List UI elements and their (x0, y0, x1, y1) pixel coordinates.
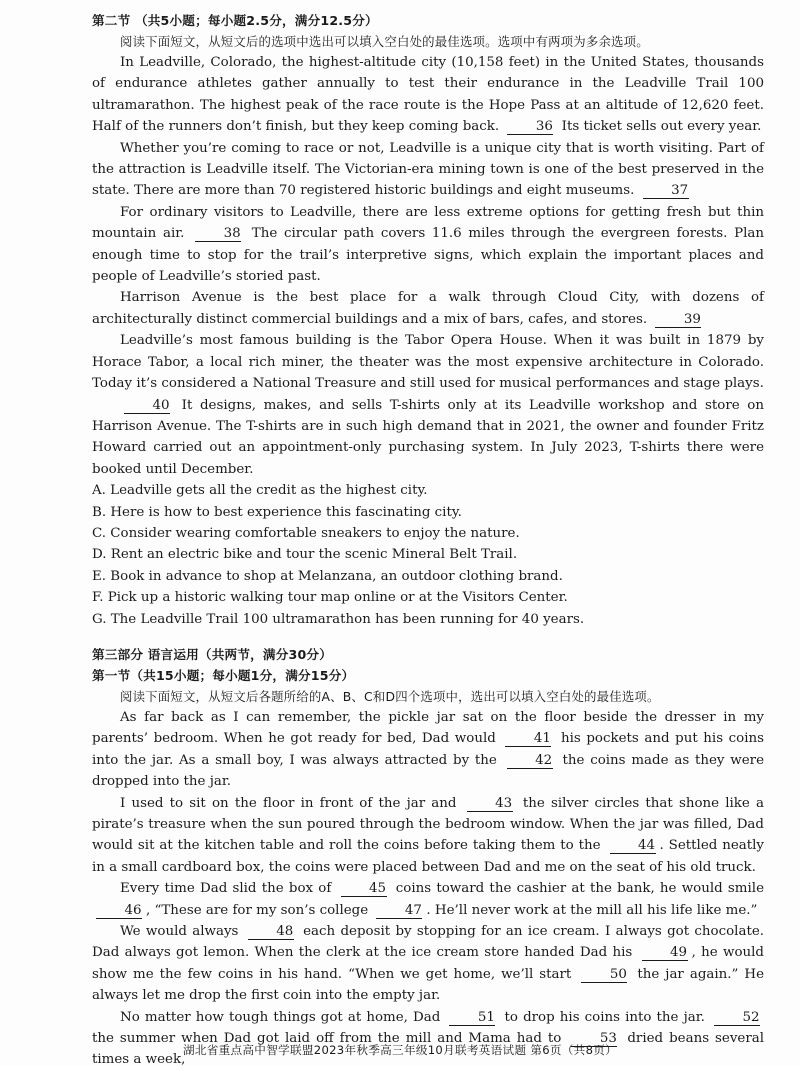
option-g: G. The Leadville Trail 100 ultramarathon has been running for 40 years. (92, 611, 585, 627)
blank-53: 53 (571, 1031, 617, 1047)
blank-46: 46 (96, 903, 142, 919)
blank-41: 41 (505, 731, 551, 747)
paragraph-text: the summer when Dad got laid off from the mill and Mama had to (92, 1031, 562, 1047)
blank-50: 50 (581, 967, 627, 983)
paragraph-text: In Leadville, Colorado, the highest-altitude city (10,158 feet) in the United States, thousands of endurance athletes gather annually to test their endurance in the Leadville Trail 100 ultramarathon. The highest peak of the race route is the Hope Pass at an altitude of 12,620 feet. Half of the runners don’t finish, but they keep coming back. (92, 55, 764, 135)
page-content (92, 10, 764, 1071)
paragraph-text: . He’ll never work at the mill all his life like me.” (426, 902, 758, 918)
passage-paragraph-3 (92, 202, 764, 288)
blank-52: 52 (714, 1010, 760, 1026)
section-heading: 第二节 （共5小题；每小题2.5分，满分12.5分） (92, 13, 378, 28)
paragraph-text: each deposit by stopping for an ice cream. I always got chocolate. Dad always got lemon. When the clerk at the ice cream store handed Dad his (92, 924, 765, 961)
blank-42: 42 (507, 753, 553, 769)
options-list (92, 480, 764, 630)
subsection-heading: 第一节（共15小题；每小题1分，满分15分） (92, 667, 355, 683)
option-c: C. Consider wearing comfortable sneakers to enjoy the nature. (92, 525, 520, 541)
paragraph-text: For ordinary visitors to Leadville, there are less extreme options for getting fresh but thin mountain air. (92, 204, 764, 242)
paragraph-text: the silver circles that shone like a pirate’s treasure when the sun poured through the bedroom window. When the jar was filled, Dad would sit at the kitchen table and roll the coins before taking them to the (92, 795, 764, 854)
passage-paragraph-5 (92, 330, 764, 394)
blank-43: 43 (467, 796, 513, 812)
blank-49: 49 (642, 945, 688, 961)
paragraph-text: Every time Dad slid the box of (120, 881, 332, 897)
blank-47: 47 (376, 903, 422, 919)
paragraph-text: The circular path covers 11.6 miles through the evergreen forests. Plan enough time to stop for the trail’s interpretive signs, which explain the important places and people of Leadville’s storied past. (92, 226, 764, 285)
option-a: A. Leadville gets all the credit as the highest city. (92, 483, 428, 499)
option-e: E. Book in advance to shop at Melanzana, an outdoor clothing brand. (92, 568, 563, 584)
blank-40: 40 (124, 398, 170, 414)
part-instruction: 阅读下面短文，从短文后各题所给的A、B、C和D四个选项中，选出可以填入空白处的最佳选项。 (120, 688, 660, 704)
cloze-paragraph-4 (92, 921, 764, 1007)
passage-paragraph-1 (92, 52, 764, 138)
paragraph-text: to drop his coins into the jar. (504, 1009, 705, 1025)
cloze-paragraph-2 (92, 793, 764, 879)
page-footer: 湖北省重点高中智学联盟2023年秋季高三年级10月联考英语试题 第6页（共8页） (182, 1043, 618, 1057)
option-d: D. Rent an electric bike and tour the scenic Mineral Belt Trail. (92, 547, 518, 563)
paragraph-text: No matter how tough things got at home, Dad (120, 1009, 441, 1025)
paragraph-text: We would always (120, 924, 239, 940)
paragraph-text: . Settled neatly in a small cardboard box, the coins were placed between Dad and me on the seat of his old truck. (92, 838, 764, 875)
cloze-paragraph-3 (92, 878, 764, 921)
paragraph-text: the jar again.” He always let me drop the first coin into the empty jar. (92, 966, 765, 1004)
blank-44: 44 (610, 838, 656, 854)
paragraph-text: his pockets and put his coins into the jar. As a small boy, I was always attracted by the (92, 731, 764, 768)
section-instruction: 阅读下面短文，从短文后的选项中选出可以填入空白处的最佳选项。选项中有两项为多余选项。 (120, 34, 649, 49)
paragraph-text: , he would show me the few coins in his hand. “When we get home, we’ll start (92, 945, 764, 982)
blank-48: 48 (248, 924, 294, 940)
paragraph-text: As far back as I can remember, the pickle jar sat on the floor beside the dresser in my parents’ bedroom. When he got ready for bed, Dad would (92, 709, 764, 747)
paragraph-text: Its ticket sells out every year. (561, 119, 762, 135)
paragraph-text: coins toward the cashier at the bank, he would smile (395, 881, 764, 897)
passage-paragraph-6 (92, 395, 764, 481)
paragraph-text: It designs, makes, and sells T-shirts only at its Leadville workshop and store on Harrison Avenue. The T-shirts are in such high demand that in 2021, the owner and founder Fritz Howard carried out an appointment-only purchasing system. In July 2023, T-shirts there were booked until December. (92, 397, 764, 477)
paragraph-text: Leadville’s most famous building is the Tabor Opera House. When it was built in 1879 by Horace Tabor, a local rich miner, the theater was the most expensive architecture in Colorado. Today it’s considered a National Treasure and still used for musical performances and stage plays. (92, 333, 764, 392)
paragraph-text: , “These are for my son’s college (146, 902, 369, 918)
blank-37: 37 (643, 183, 689, 199)
section-gap (92, 630, 764, 644)
passage-paragraph-2 (92, 138, 764, 202)
paragraph-text: I used to sit on the floor in front of the jar and (120, 795, 457, 811)
passage-paragraph-4 (92, 287, 764, 330)
blank-45: 45 (341, 881, 387, 897)
option-b: B. Here is how to best experience this fascinating city. (92, 504, 462, 520)
paragraph-text: Harrison Avenue is the best place for a walk through Cloud City, with dozens of architecturally distinct commercial buildings and a mix of bars, cafes, and stores. (92, 290, 764, 327)
blank-39: 39 (655, 312, 701, 328)
part-heading: 第三部分 语言运用（共两节，满分30分） (92, 646, 333, 662)
blank-51: 51 (449, 1010, 495, 1026)
paragraph-text: the coins made as they were dropped into the jar. (92, 752, 764, 790)
paragraph-text: dried beans several times a week, (92, 1031, 765, 1068)
cloze-paragraph-1 (92, 707, 764, 793)
option-f: F. Pick up a historic walking tour map online or at the Visitors Center. (92, 590, 568, 606)
paragraph-text: Whether you’re coming to race or not, Leadville is a unique city that is worth visiting. Part of the attraction is Leadville itself. The Victorian-era mining town is one of the best preserved in the state. There are more than 70 registered historic buildings and eight museums. (92, 140, 764, 199)
blank-38: 38 (195, 226, 241, 242)
blank-36: 36 (507, 119, 553, 135)
